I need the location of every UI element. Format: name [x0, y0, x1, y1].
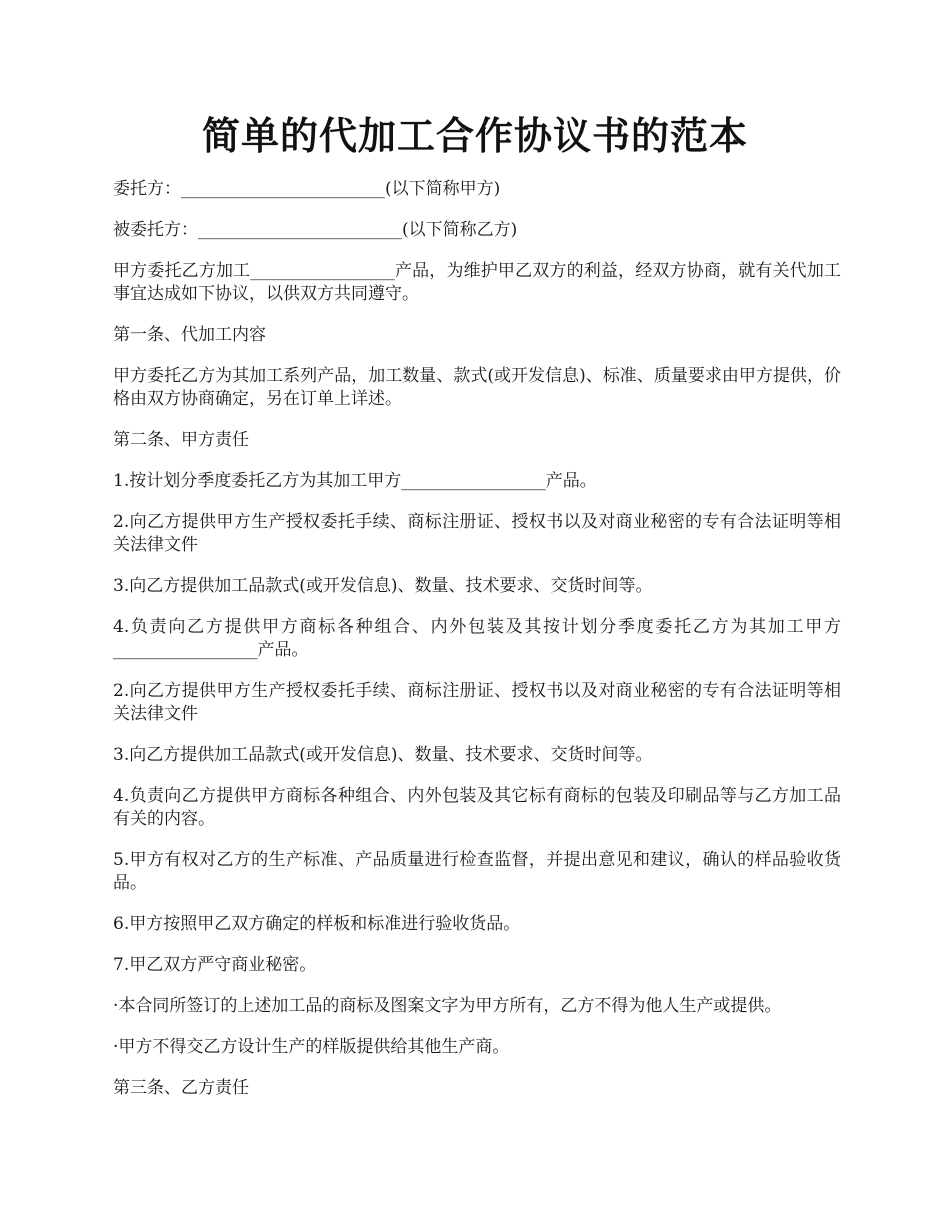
clause-item: 2.向乙方提供甲方生产授权委托手续、商标注册证、授权书以及对商业秘密的专有合法证明等相关法律文件 — [113, 681, 841, 724]
clause-item: 1.按计划分季度委托乙方为其加工甲方_________________产品。 — [113, 471, 597, 491]
clause-item: 6.甲方按照甲乙双方确定的样板和标准进行验收货品。 — [113, 914, 521, 934]
clause-item: 5.甲方有权对乙方的生产标准、产品质量进行检查监督，并提出意见和建议，确认的样品验收货品。 — [113, 850, 841, 893]
clause-item: 7.甲乙双方严守商业秘密。 — [113, 955, 317, 975]
clause-item: 3.向乙方提供加工品款式(或开发信息)、数量、技术要求、交货时间等。 — [113, 576, 653, 596]
clause-item: 2.向乙方提供甲方生产授权委托手续、商标注册证、授权书以及对商业秘密的专有合法证明等相关法律文件 — [113, 512, 841, 555]
article-1-paragraph: 甲方委托乙方为其加工系列产品，加工数量、款式(或开发信息)、标准、质量要求由甲方提供，价格由双方协商确定，另在订单上详述。 — [113, 366, 841, 409]
document-title: 简单的代加工合作协议书的范本 — [201, 113, 748, 158]
clause-item: 4.负责向乙方提供甲方商标各种组合、内外包装及其按计划分季度委托乙方为其加工甲方_________________产品。 — [113, 617, 841, 660]
party-b-line: 被委托方：________________________(以下简称乙方) — [113, 220, 518, 240]
article-3-heading: 第三条、乙方责任 — [113, 1078, 249, 1098]
document-body — [113, 178, 841, 1118]
bullet-item: ·甲方不得交乙方设计生产的样版提供给其他生产商。 — [113, 1037, 510, 1057]
article-2-heading: 第二条、甲方责任 — [113, 430, 249, 450]
clause-item: 4.负责向乙方提供甲方商标各种组合、内外包装及其它标有商标的包装及印刷品等与乙方加工品有关的内容。 — [113, 786, 841, 829]
bullet-item: ·本合同所签订的上述加工品的商标及图案文字为甲方所有，乙方不得为他人生产或提供。 — [113, 996, 782, 1016]
intro-paragraph: 甲方委托乙方加工_________________产品，为维护甲乙双方的利益，经双方协商，就有关代加工事宜达成如下协议，以供双方共同遵守。 — [113, 261, 841, 304]
party-a-line: 委托方：________________________(以下简称甲方) — [113, 179, 501, 199]
clause-item: 3.向乙方提供加工品款式(或开发信息)、数量、技术要求、交货时间等。 — [113, 745, 653, 765]
article-1-heading: 第一条、代加工内容 — [113, 325, 266, 345]
